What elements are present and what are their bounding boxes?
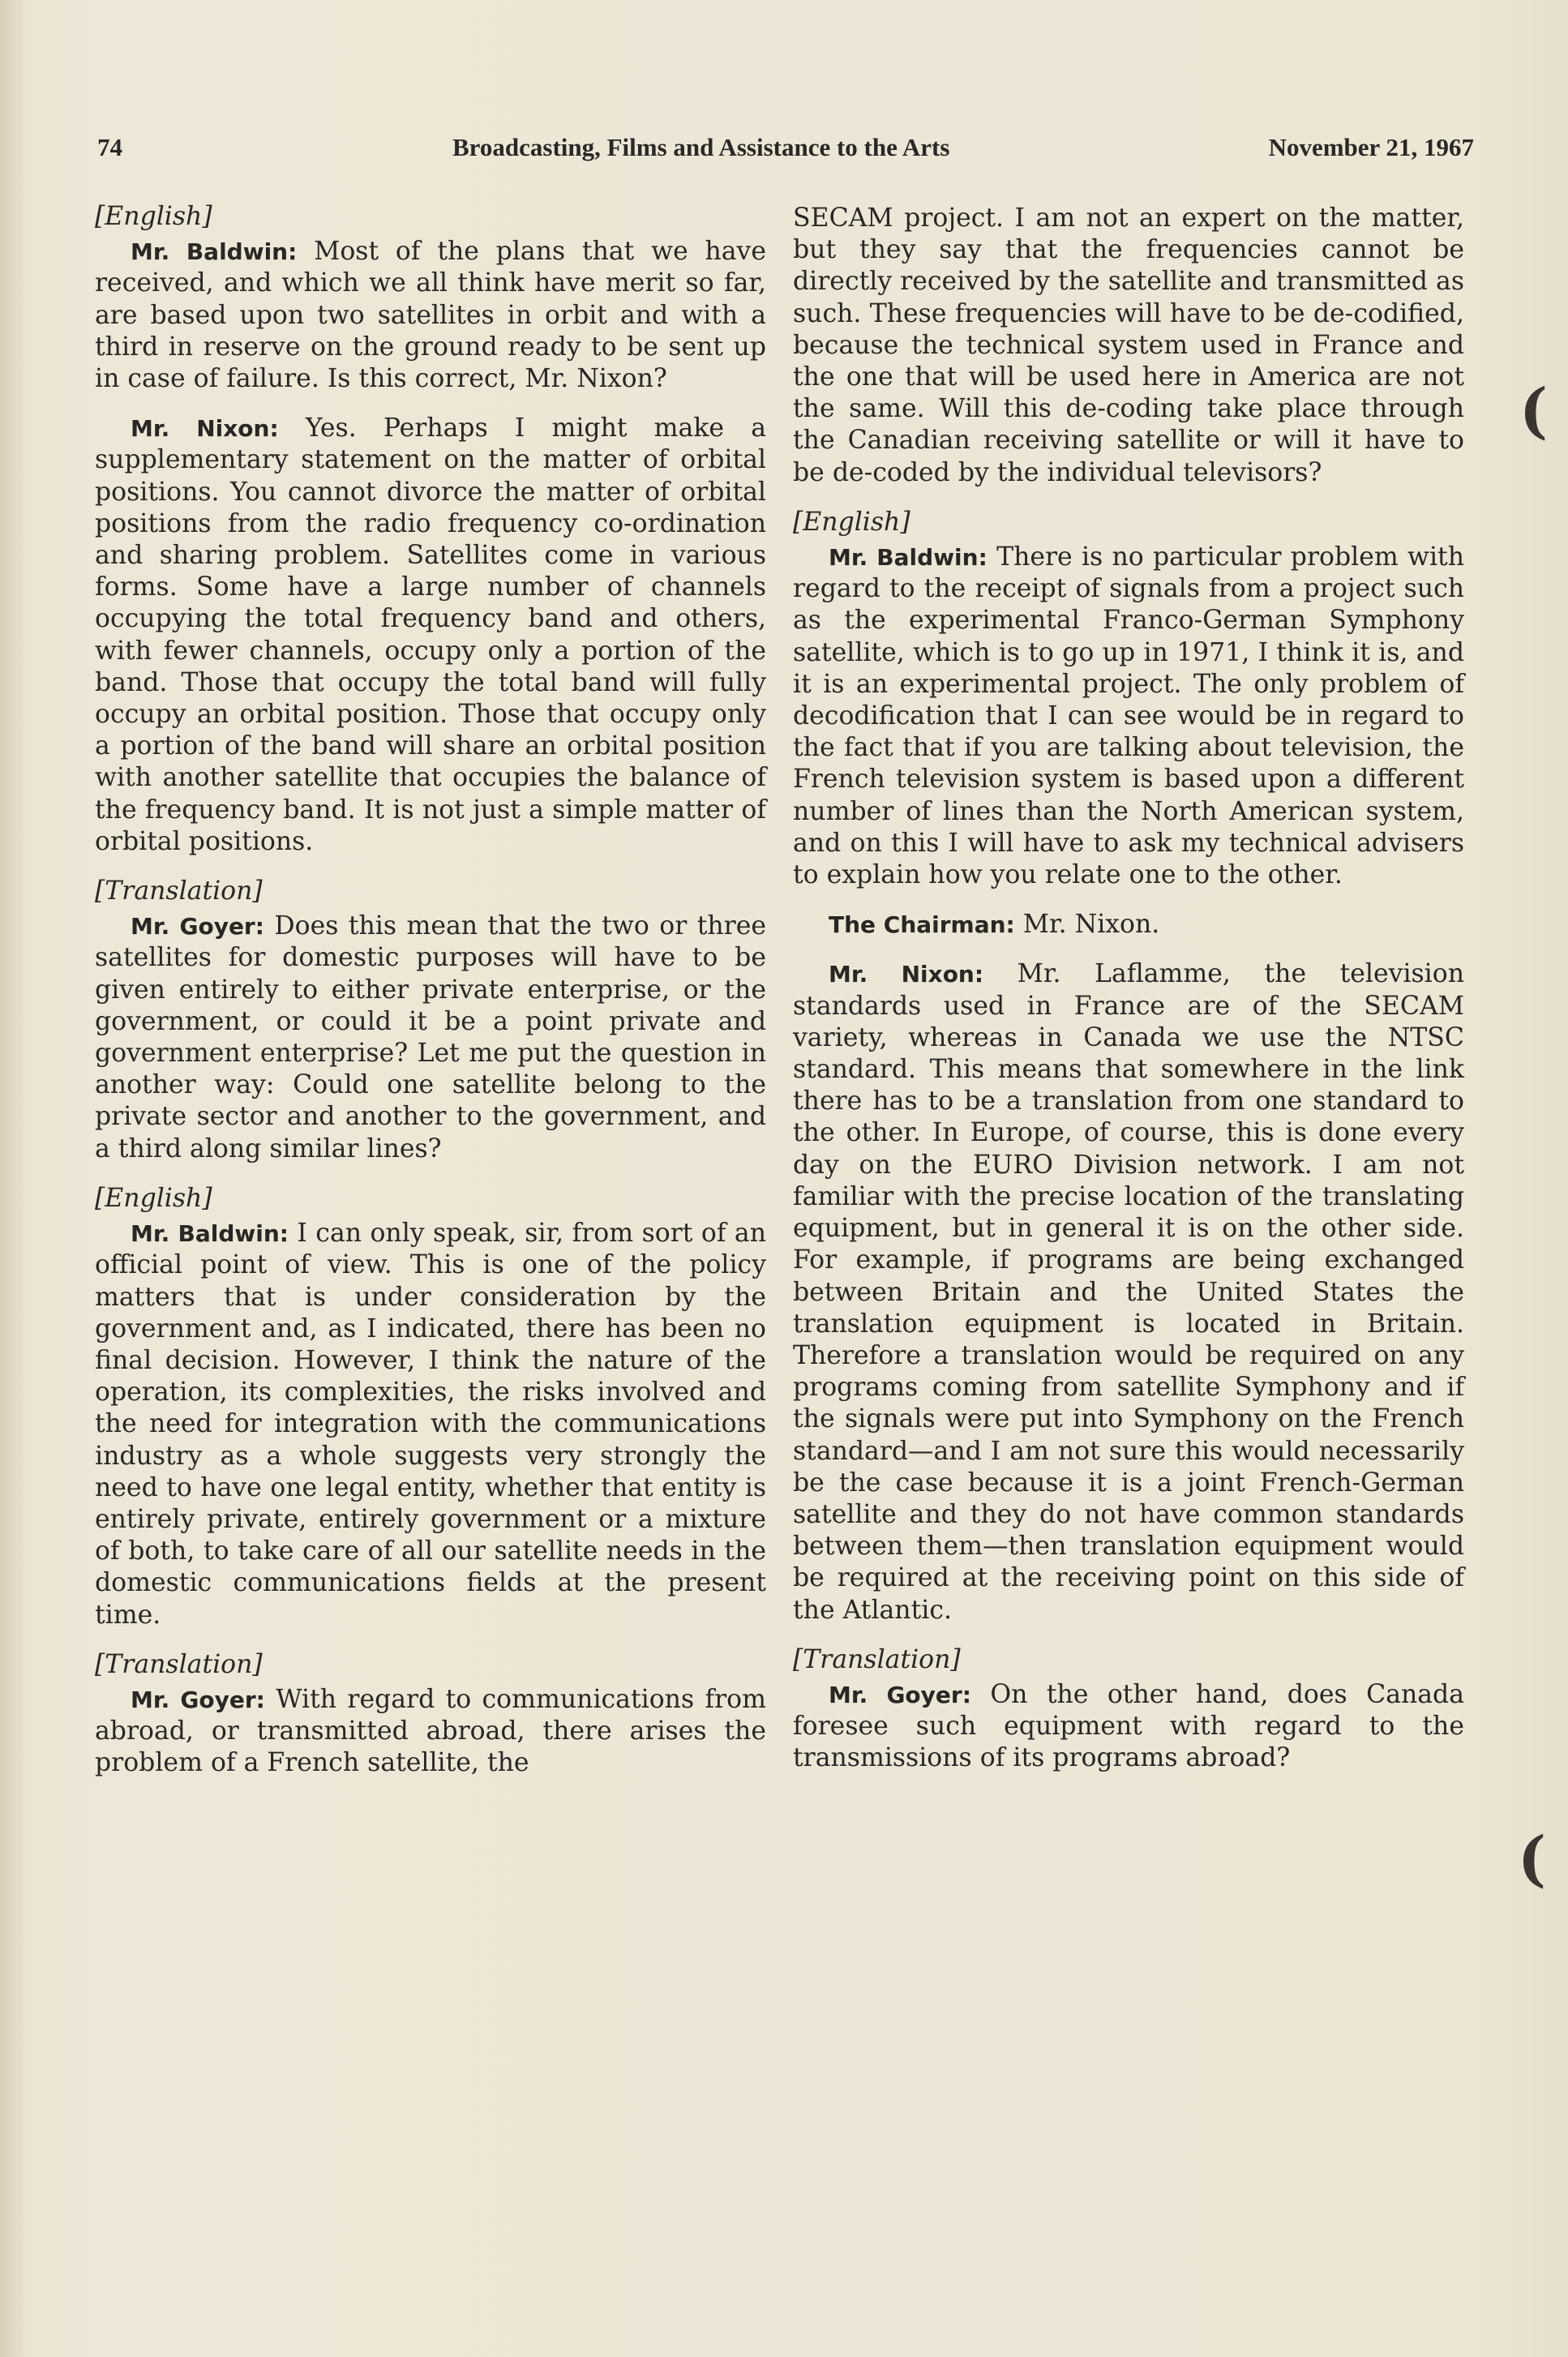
paragraph-text: On the other hand, does Canada foresee such equipment with regard to the transmissions of its programs abroad? <box>793 1679 1464 1773</box>
paragraph <box>793 1679 1464 1775</box>
language-marker: [English] <box>95 1183 212 1213</box>
paragraph-text: With regard to communications from abroad, or transmitted abroad, there arises the problem of a French satellite, the <box>95 1684 766 1778</box>
publication-title: Broadcasting, Films and Assistance to the Arts <box>452 133 950 161</box>
speaker-name: Mr. Nixon: <box>131 415 279 443</box>
paragraph-text: Mr. Laflamme, the television standards used in France are of the SECAM variety, whereas in Canada we use the NTSC standard. This means that somewhere in the link there has to be a translation from one standard to the other. In Europe, of course, this is done every day on the EURO Division network. I am not familiar with the precise location of the translating equipment, but in general it is on the other side. For example, if programs are being exchanged between Britain and the United States the translation equipment is located in Britain. Therefore a translation would be required on any programs coming from satellite Symphony and if the signals were put into Symphony on the French standard—and I am not sure this would necessarily be the case because it is a joint French-German satellite and they do not have common standards between them—then translation equipment would be required at the receiving point on this side of the Atlantic. <box>793 959 1465 1625</box>
paragraph-text: Does this mean that the two or three satellites for domestic purposes will have to be given entirely to either private enterprise, or the government, or could it be a point private and government enterprise? Let me put the question in another way: Could one satellite belong to the private sector and another to the government, and a third along similar lines? <box>95 911 767 1164</box>
paragraph-text: I can only speak, sir, from sort of an official point of view. This is one of the policy matters that is under consideration by the government and, as I indicated, there has been no final decision. However, I think the nature of the operation, its complexities, the risks involved and the need for integration with the communications industry as a whole suggests very strongly the need to have one legal entity, whether that entity is entirely private, entirely government or a mixture of both, to take care of all our satellite needs in the domestic communications fields at the present time. <box>95 1219 767 1630</box>
speaker-name: Mr. Nixon: <box>829 961 984 988</box>
paragraph <box>95 236 766 395</box>
paragraph <box>95 911 766 1165</box>
right-column <box>793 203 1464 1775</box>
speaker-name: The Chairman: <box>829 911 1015 939</box>
speaker-name: Mr. Baldwin: <box>131 1220 289 1248</box>
header-date: November 21, 1967 <box>1268 133 1474 161</box>
page-spine-shadow <box>0 0 23 2357</box>
paragraph <box>95 413 766 858</box>
speaker-name: Mr. Goyer: <box>131 913 264 941</box>
paragraph-text: There is no particular problem with regard to the receipt of signals from a project such as the experimental Franco-German Symphony satellite, which is to go up in 1971, I think it is, and it is an experimental project. The only problem of decodification that I can see would be in regard to the fact that if you are talking about television, the French television system is based upon a different number of lines than the North American system, and on this I will have to ask my technical advisers to explain how you relate one to the other. <box>793 542 1464 890</box>
paragraph-text: Yes. Perhaps I might make a supplementary statement on the matter of orbital positions. You cannot divorce the matter of orbital positions from the radio frequency co-ordination and sharing problem. Satellites come in various forms. Some have a large number of channels occupying the total frequency band and others, with fewer channels, occupy only a portion of the band. Those that occupy the total band will fully occupy an orbital position. Those that occupy only a portion of the band will share an orbital position with another satellite that occupies the balance of the frequency band. It is not just a simple matter of orbital positions. <box>95 414 766 856</box>
speaker-name: Mr. Baldwin: <box>131 238 298 266</box>
paragraph <box>793 958 1464 1626</box>
speaker-name: Mr. Baldwin: <box>829 544 987 572</box>
language-marker: [Translation] <box>793 1644 961 1674</box>
left-column <box>95 201 766 1780</box>
paragraph <box>793 909 1464 941</box>
paragraph <box>793 542 1464 891</box>
running-header <box>97 133 1474 169</box>
page-number: 74 <box>97 133 122 161</box>
paragraph <box>95 1218 766 1631</box>
speaker-name: Mr. Goyer: <box>829 1681 971 1708</box>
paragraph-continued: SECAM project. I am not an expert on the matter, but they say that the frequencies cannot be directly received by the satellite and transmitted as such. These frequencies will have to be de-codified, because the technical system used in France and the one that will be used here in America are not the same. Will this de-coding take place through the Canadian receiving satellite or will it have to be de-coded by the individual televisors? <box>793 204 1464 487</box>
language-marker: [English] <box>793 507 910 537</box>
language-marker: [Translation] <box>95 876 263 906</box>
speaker-name: Mr. Goyer: <box>131 1686 265 1713</box>
language-marker: [English] <box>95 202 212 231</box>
binding-hole-icon: ( <box>1518 1824 1547 1894</box>
paragraph <box>95 1684 766 1780</box>
paragraph-text: Most of the plans that we have received, and which we all think have merit so far, are based upon two satellites in orbit and with a third in reserve on the ground ready to be sent up in case of failure. Is this correct, Mr. Nixon? <box>95 237 766 394</box>
binding-hole-icon: ( <box>1519 376 1549 446</box>
paragraph-text: Mr. Nixon. <box>1022 910 1160 940</box>
language-marker: [Translation] <box>95 1649 263 1679</box>
